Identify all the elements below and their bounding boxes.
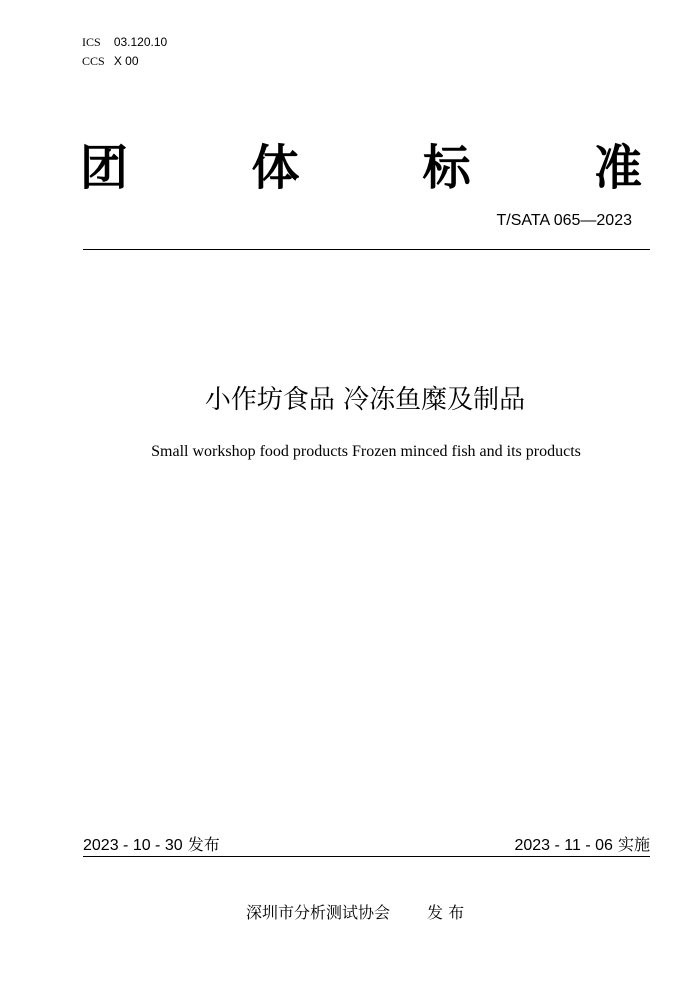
issuing-organization: 深圳市分析测试协会 xyxy=(246,903,391,922)
standard-number: T/SATA 065—2023 xyxy=(496,212,632,229)
ccs-code-line xyxy=(82,54,139,68)
implementation-date xyxy=(514,835,650,856)
standard-type-char-1: 团 xyxy=(80,140,129,196)
publish-date-value: 2023 - 10 - 30 xyxy=(83,837,183,854)
standard-type-char-3: 标 xyxy=(422,140,471,196)
standard-type-heading xyxy=(80,138,642,198)
issuing-action: 发 布 xyxy=(427,903,465,922)
ccs-value: X 00 xyxy=(113,54,139,68)
bottom-divider xyxy=(83,856,650,857)
top-divider xyxy=(83,249,650,250)
implementation-date-word: 实施 xyxy=(617,835,650,854)
implementation-date-value: 2023 - 11 - 06 xyxy=(514,837,613,854)
ics-code-line xyxy=(82,35,167,49)
ics-label: ICS xyxy=(82,35,101,49)
standard-type-char-4: 准 xyxy=(593,140,642,196)
publish-date-word: 发布 xyxy=(187,835,220,854)
standard-type-char-2: 体 xyxy=(251,140,300,196)
publish-date xyxy=(83,835,220,856)
ics-value: 03.120.10 xyxy=(113,35,168,49)
document-title-chinese: 小作坊食品 冷冻鱼糜及制品 xyxy=(204,385,526,415)
ccs-label: CCS xyxy=(82,54,105,68)
document-title-english: Small workshop food products Frozen minced fish and its products xyxy=(151,443,581,460)
